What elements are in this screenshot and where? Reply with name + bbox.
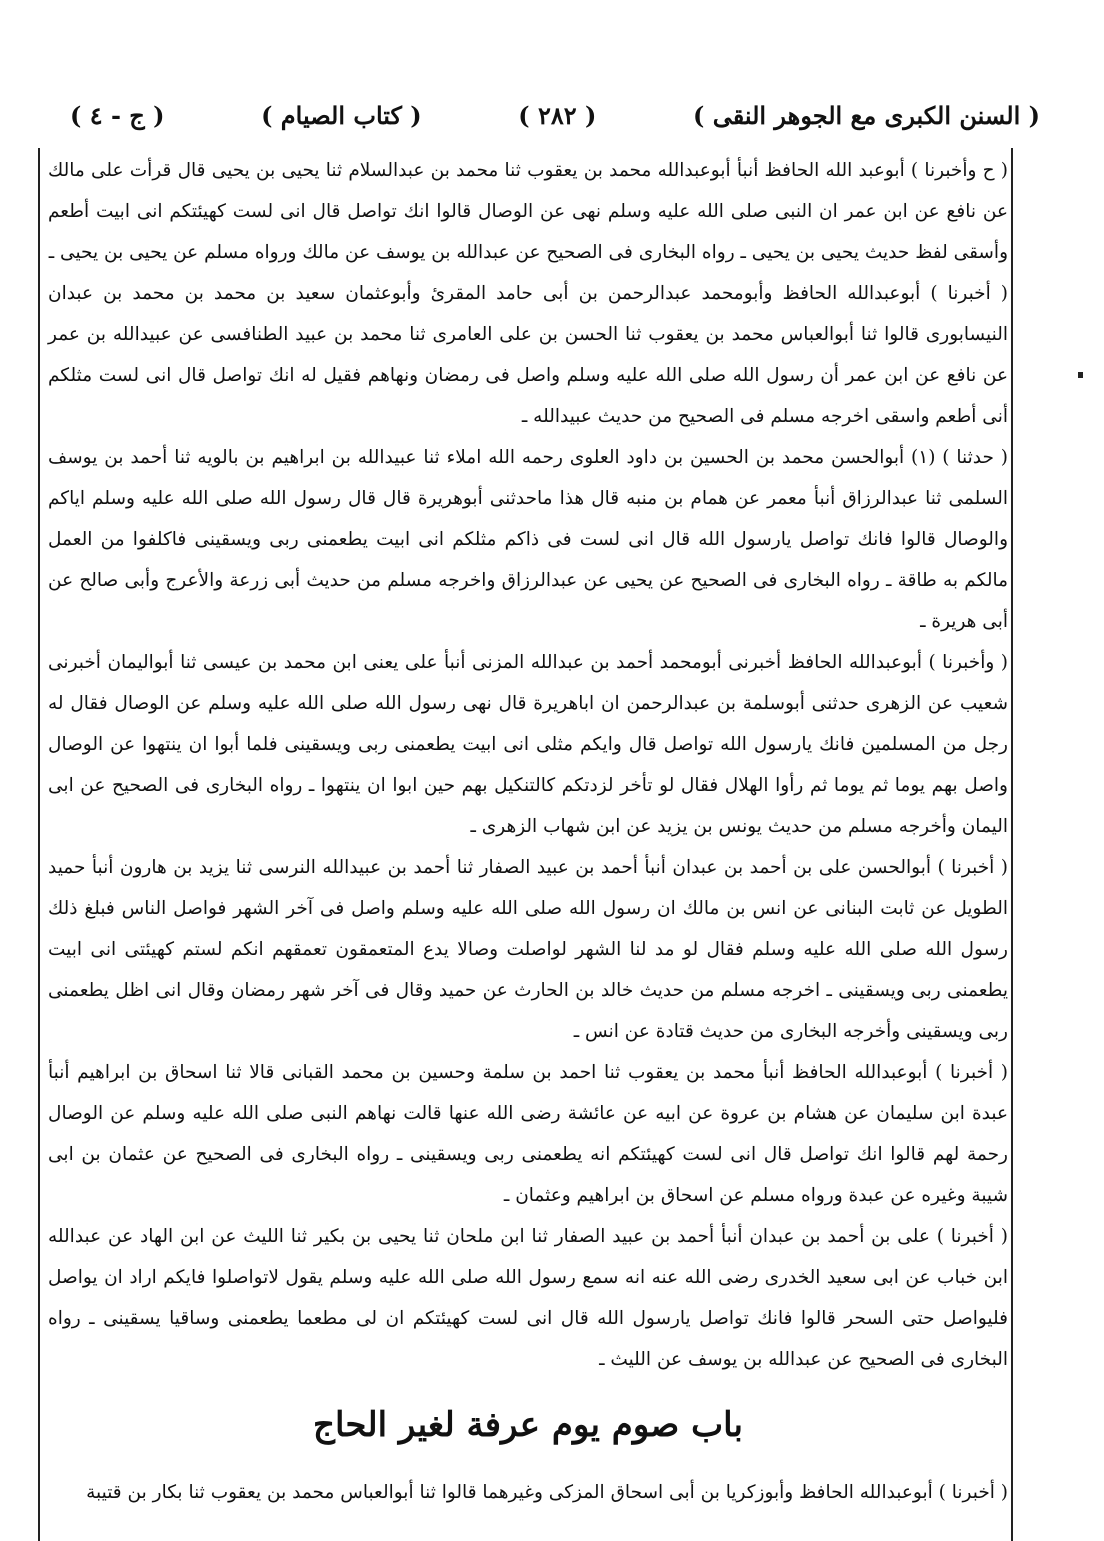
paragraph: ( حدثنا ) (١) أبوالحسن محمد بن الحسين بن داود العلوى رحمه الله املاء ثنا عبيدالله بن ابراهيم بن بالويه ثنا أحمد بن يوسف السلمى ثنا عبدالرزاق أنبأ معمر عن همام بن منبه قال هذا ماحدثنى أبوهريرة قال قال رسول الله صلى الله عليه وسلم اياكم والوصال قالوا فانك تواصل يارسول الله قال انى لست فى ذاكم مثلكم انى ابيت يطعمنى ربى ويسقينى فاكلفوا من العمل مالكم به طاقة ـ رواه البخارى فى الصحيح عن يحيى عن عبدالرزاق واخرجه مسلم من حديث أبى زرعة والأعرج وأبى صالح عن أبى هريرة ـ xyxy=(48,447,1009,632)
paragraph: ( أخبرنا ) أبوالحسن على بن أحمد بن عبدان أنبأ أحمد بن عبيد الصفار ثنا أحمد بن عبيدالله النرسى ثنا يزيد بن هارون أنبأ حميد الطويل عن ثابت البنانى عن انس بن مالك ان رسول الله صلى الله عليه وسلم واصل فى آخر الشهر فواصل الناس فبلغ ذلك رسول الله صلى الله عليه وسلم فقال لو مد لنا الشهر لواصلت وصالا يدع المتعمقون تعمقهم انكم لستم كهيئتى انى ابيت يطعمنى ربى ويسقينى ـ اخرجه مسلم من حديث خالد بن الحارث عن حميد وقال فى آخر شهر رمضان وقال انى اظل يطعمنى ربى ويسقينى وأخرجه البخارى من حديث قتادة عن انس ـ xyxy=(48,857,1008,1042)
paragraph: ( أخبرنا ) أبوعبدالله الحافظ وأبومحمد عبدالرحمن بن أبى حامد المقرئ وأبوعثمان سعيد بن محمد بن محمد بن عبدان النيسابورى قالوا ثنا أبوالعباس محمد بن يعقوب ثنا الحسن بن على العامرى ثنا محمد بن عبيد الطنافسى عن عبيدالله بن عمر عن نافع عن ابن عمر أن رسول الله صلى الله عليه وسلم واصل فى رمضان ونهاهم فقيل له انك تواصل قال انى لست مثلكم أنى أطعم واسقى اخرجه مسلم فى الصحيح من حديث عبيدالله ـ xyxy=(48,283,1008,427)
paragraph: ( أخبرنا ) أبوعبدالله الحافظ أنبأ محمد بن يعقوب ثنا احمد بن سلمة وحسين بن محمد القبانى قالا ثنا اسحاق بن ابراهيم أنبأ عبدة ابن سليمان عن هشام بن عروة عن ابيه عن عائشة رضى الله عنها قالت نهاهم النبى صلى الله عليه وسلم عن الوصال رحمة لهم قالوا انك تواصل قال انى لست كهيئتكم انه يطعمنى ربى ويسقينى ـ رواه البخارى فى الصحيح عن عثمان بن ابى شيبة وغيره عن عبدة ورواه مسلم عن اسحاق بن ابراهيم وعثمان ـ xyxy=(48,1062,1008,1206)
margin-mark xyxy=(1078,372,1083,378)
book-title: ( السنن الكبرى مع الجوهر النقى ) xyxy=(692,100,1040,130)
paragraph: ( أخبرنا ) على بن أحمد بن عبدان أنبأ أحمد بن عبيد الصفار ثنا ابن ملحان ثنا يحيى بن بكير ثنا الليث عن ابن الهاد عن عبدالله ابن خباب عن ابى سعيد الخدرى رضى الله عنه انه سمع رسول الله صلى الله عليه وسلم يقول لاتواصلوا فايكم اراد ان يواصل فليواصل حتى السحر قالوا فانك تواصل يارسول الله قال انى لست كهيئتكم ان لى مطعما يطعمنى وساقيا يسقينى ـ رواه البخارى فى الصحيح عن عبدالله بن يوسف عن الليث ـ xyxy=(48,1226,1008,1370)
section-title: باب صوم يوم عرفة لغير الحاج xyxy=(313,1405,743,1445)
volume-number: ( ج - ٤ ) xyxy=(70,100,165,130)
page-header xyxy=(70,92,1040,138)
page-number: ( ٢٨٢ ) xyxy=(518,100,597,130)
paragraph: ( ح وأخبرنا ) أبوعبد الله الحافظ أنبأ أبوعبدالله محمد بن يعقوب ثنا محمد بن عبدالسلام ثنا يحيى بن يحيى قال قرأت على مالك عن نافع عن ابن عمر ان النبى صلى الله عليه وسلم نهى عن الوصال قالوا انك تواصل قال انى لست كهيئتكم انى ابيت أطعم وأسقى لفظ حديث يحيى بن يحيى ـ رواه البخارى فى الصحيح عن عبدالله بن يوسف عن مالك ورواه مسلم عن يحيى بن يحيى ـ xyxy=(48,160,1008,263)
last-line: ( أخبرنا ) أبوعبدالله الحافظ وأبوزكريا بن أبى اسحاق المزكى وغيرهما قالوا ثنا أبوالعباس محمد بن يعقوب ثنا بكار بن قتيبة xyxy=(86,1482,1008,1503)
paragraph: ( وأخبرنا ) أبوعبدالله الحافظ أخبرنى أبومحمد أحمد بن عبدالله المزنى أنبأ على يعنى ابن محمد بن عيسى ثنا أبواليمان أخبرنى شعيب عن الزهرى حدثنى أبوسلمة بن عبدالرحمن ان اباهريرة قال نهى رسول الله صلى الله عليه وسلم عن الوصال فقال له رجل من المسلمين فانك يارسول الله تواصل قال وايكم مثلى انى ابيت يطعمنى ربى ويسقينى فلما أبوا ان ينتهوا عن الوصال واصل بهم يوما ثم يوما ثم رأوا الهلال فقال لو تأخر لزدتكم كالتنكيل بهم حين ابوا ان ينتهوا ـ رواه البخارى فى الصحيح عن ابى اليمان وأخرجه مسلم من حديث يونس بن يزيد عن ابن شهاب الزهرى ـ xyxy=(48,652,1008,837)
chapter-title: ( كتاب الصيام ) xyxy=(261,100,422,130)
main-text xyxy=(48,150,1008,1380)
